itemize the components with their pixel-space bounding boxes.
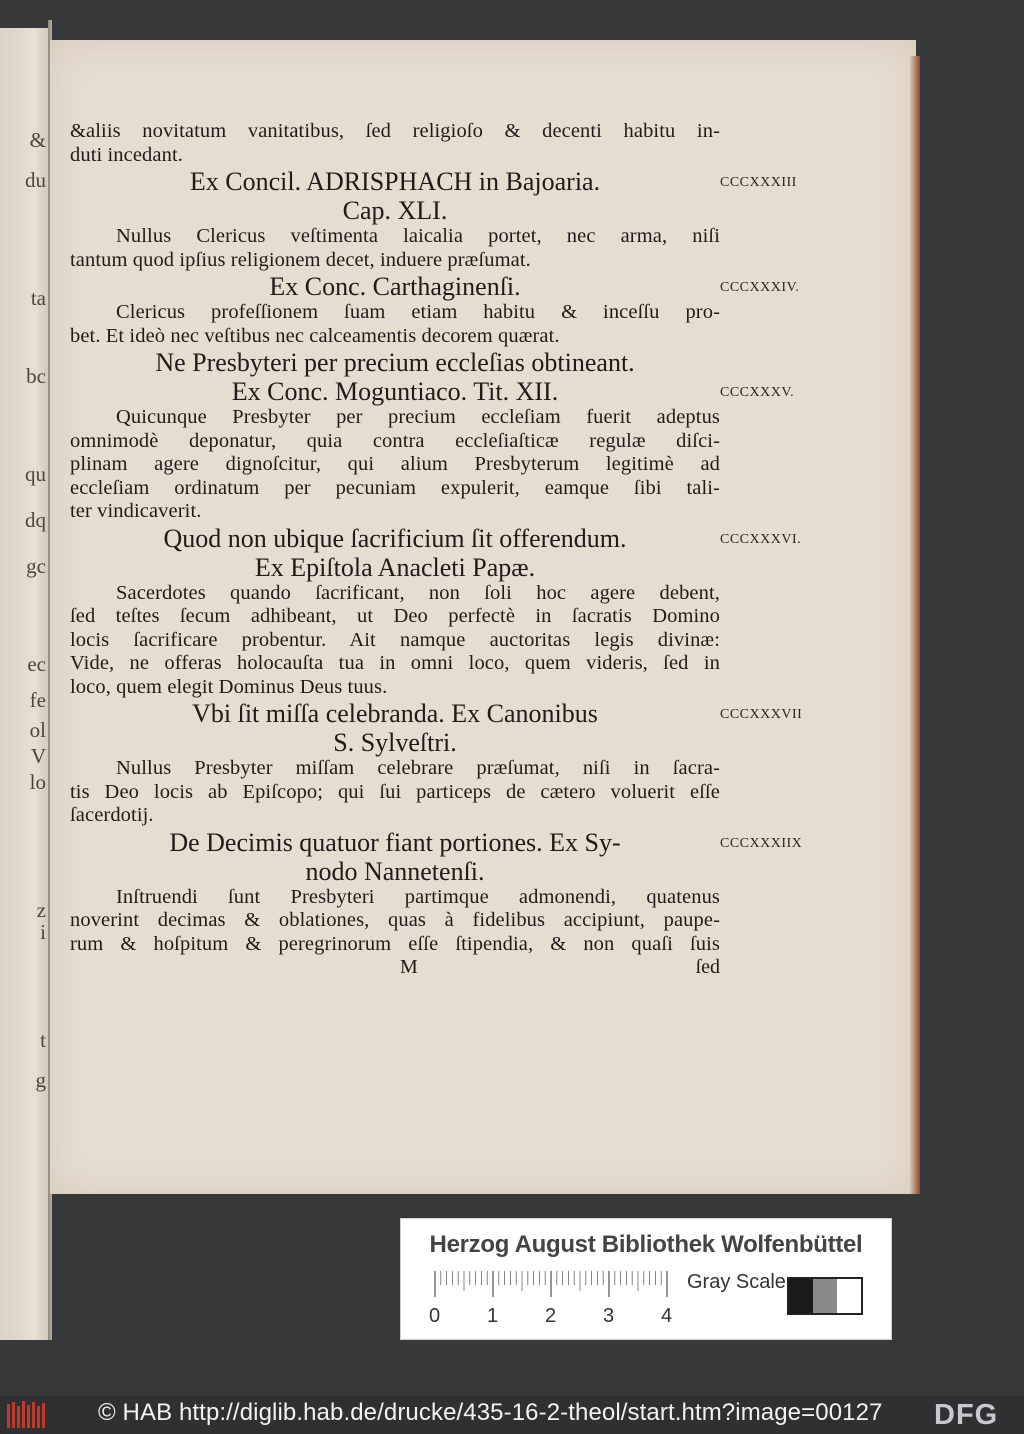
gray-scale-swatch: [787, 1277, 863, 1315]
dfg-logo: DFG: [934, 1399, 999, 1431]
ruler-number: 0: [429, 1305, 441, 1327]
previous-page-fragment: ec: [27, 652, 46, 676]
text-line: bet. Et ideò nec veſtibus nec calceamentis decorem quærat.: [70, 324, 560, 347]
section-heading: nodo Nannetenſi.: [305, 856, 485, 886]
previous-page-fragment: qu: [25, 462, 46, 486]
section-heading: Quod non ubique ſacrificium ſit offerendum.: [163, 523, 627, 553]
text-line: plinam agere dignoſcitur, qui alium Presbyterum legitimè ad: [70, 453, 720, 475]
margin-number: CCCXXXIII: [720, 175, 797, 190]
signature-mark: M: [400, 956, 418, 978]
previous-page-fragment: &: [29, 128, 46, 152]
text-line: Vide, ne offeras holocauſta tua in omni loco, quem videris, ſed in: [70, 652, 720, 674]
text-line: Sacerdotes quando ſacrificant, non ſoli hoc agere debent,: [116, 581, 720, 604]
ruler-number: 4: [661, 1305, 673, 1327]
section-heading: Ex Concil. ADRISPHACH in Bajoaria.: [189, 167, 601, 196]
gray-scale-label: Gray Scale: [687, 1271, 786, 1293]
gray-swatch: [813, 1279, 837, 1313]
text-line: rum & hoſpitum & peregrinorum eſſe ſtipendia, & non quaſi ſuis: [70, 932, 720, 955]
section-heading: Ex Conc. Carthaginenſi.: [269, 272, 521, 301]
section-heading: Ex Epiſtola Anacleti Papæ.: [254, 552, 536, 582]
text-line: Quicunque Presbyter per precium eccleſiam fuerit adeptus: [116, 406, 720, 428]
library-name: Herzog August Bibliothek Wolfenbüttel: [429, 1231, 863, 1258]
text-line: omnimodè deponatur, quia contra eccleſiaſticæ regulæ diſci-: [70, 429, 720, 452]
previous-page-fragment: ol: [29, 718, 46, 742]
previous-page-fragment: fe: [29, 688, 46, 712]
previous-page-fragment: gc: [26, 554, 46, 578]
previous-page-fragment: lo: [29, 770, 46, 794]
section-heading: Vbi ſit miſſa celebranda. Ex Canonibus: [192, 699, 598, 728]
catchword: ſed: [695, 956, 720, 978]
ruler-number: 1: [487, 1305, 499, 1327]
text-line: ter vindicaverit.: [70, 500, 202, 522]
ruler-numbers: [425, 1305, 685, 1329]
scale-ruler: [431, 1271, 671, 1297]
section-heading: Cap. XLI.: [342, 196, 448, 225]
section-heading: S. Sylveſtri.: [333, 728, 457, 757]
text-line: eccleſiam ordinatum per pecuniam expulerit, eamque ſibi tali-: [70, 476, 720, 499]
gray-swatch: [789, 1279, 813, 1313]
text-line: &aliis novitatum vanitatibus, ſed religioſo & decenti habitu in-: [70, 120, 720, 142]
margin-number: CCCXXXV.: [720, 385, 795, 400]
page-edge: [910, 56, 920, 1194]
text-line: tantum quod ipſius religionem decet, induere præſumat.: [70, 248, 531, 271]
copyright-url[interactable]: © HAB http://diglib.hab.de/drucke/435-16-2-theol/start.htm?image=00127: [98, 1399, 883, 1426]
text-line: Inſtruendi ſunt Presbyteri partimque admonendi, quatenus: [116, 885, 720, 908]
gray-swatch: [837, 1279, 861, 1313]
page-text: [70, 120, 720, 980]
text-line: Clericus profeſſionem ſuam etiam habitu & inceſſu pro-: [116, 301, 720, 323]
text-line: noverint decimas & oblationes, quas à fidelibus accipiunt, paupe-: [70, 909, 720, 931]
text-line: ſed teſtes ſecum adhibeant, ut Deo perfectè in ſacratis Domino: [70, 605, 720, 627]
margin-number: CCCXXXIIX: [720, 835, 803, 851]
previous-page-fragment: z: [36, 898, 46, 922]
margin-number: CCCXXXIV.: [720, 280, 800, 295]
text-line: duti incedant.: [70, 143, 183, 166]
section-heading: Ex Conc. Moguntiaco. Tit. XII.: [231, 377, 559, 406]
ruler-number: 3: [603, 1305, 615, 1327]
page-catchline: [70, 956, 720, 980]
text-line: locis ſacrificare probentur. Ait namque auctoritas legis divinæ:: [70, 628, 720, 651]
margin-number: CCCXXXVII: [720, 707, 803, 722]
previous-page-fragment: i: [40, 920, 46, 944]
previous-page-edge: [0, 28, 50, 1340]
footer-bar: [0, 1396, 1024, 1434]
ruler-number: 2: [545, 1305, 557, 1327]
section-heading: Ne Presbyteri per precium eccleſias obtineant.: [155, 348, 635, 377]
text-line: tis Deo locis ab Epiſcopo; qui ſui particeps de cætero voluerit eſſe: [70, 780, 720, 803]
previous-page-fragment: t: [40, 1028, 46, 1052]
previous-page-fragment: dq: [25, 508, 46, 532]
previous-page-fragment: du: [25, 168, 46, 192]
previous-page-fragment: g: [35, 1068, 46, 1092]
book-page: [50, 40, 916, 1194]
text-line: Nullus Presbyter miſſam celebrare præſumat, niſi in ſacra-: [116, 757, 720, 779]
previous-page-fragment: V: [30, 744, 46, 768]
text-line: ſacerdotij.: [70, 804, 154, 826]
library-label: [400, 1218, 892, 1340]
text-line: loco, quem elegit Dominus Deus tuus.: [70, 675, 388, 698]
previous-page-fragment: bc: [26, 364, 46, 388]
previous-page-fragment: ta: [30, 286, 46, 310]
hab-logo-icon: [6, 1400, 48, 1430]
text-line: Nullus Clericus veſtimenta laicalia portet, nec arma, niſi: [116, 225, 720, 247]
margin-number: CCCXXXVI.: [720, 531, 802, 547]
section-heading: De Decimis quatuor fiant portiones. Ex Sy-: [169, 827, 621, 857]
